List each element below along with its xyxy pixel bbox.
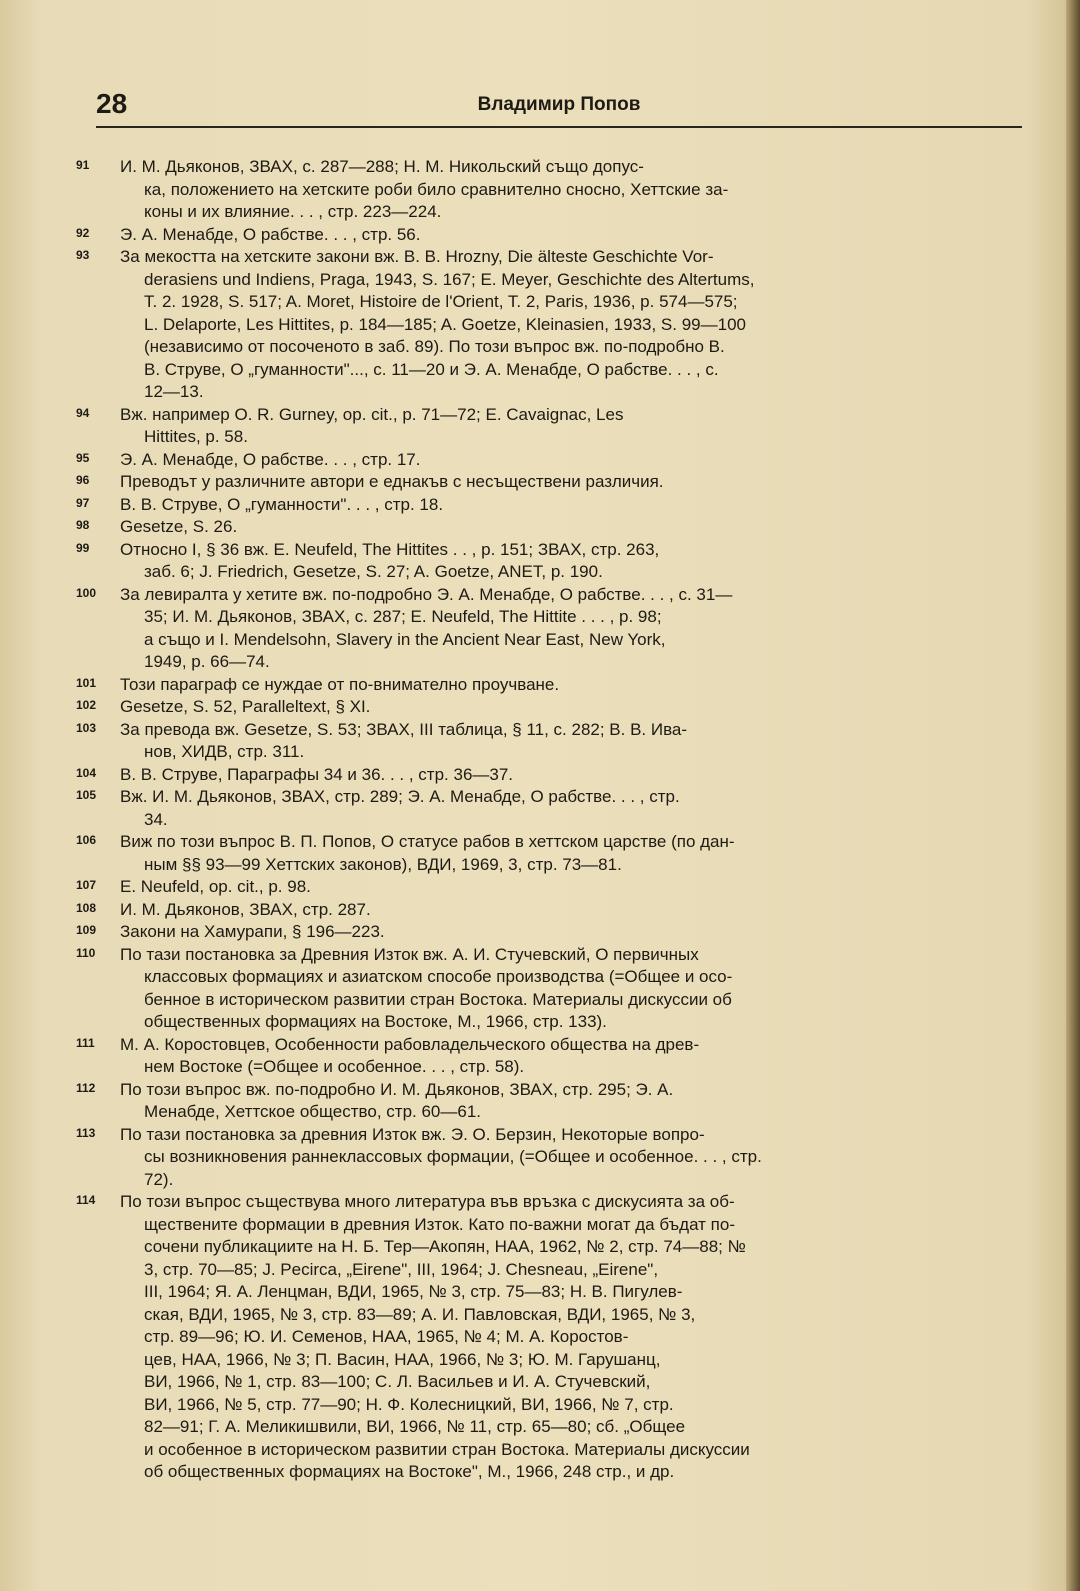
footnote-line: Този параграф се нуждае от по-внимателно проучване.	[120, 674, 560, 694]
footnote	[78, 786, 1028, 831]
footnote-line: Gesetze, S. 52, Paralleltext, § XI.	[120, 697, 371, 716]
footnote-line: В. Струве, О „гуманности"..., с. 11—20 и Э. А. Менабде, О рабстве. . . , с.	[144, 359, 719, 379]
footnote-line: 82—91; Г. А. Меликишвили, ВИ, 1966, № 11, стр. 65—80; сб. „Общее	[144, 1417, 686, 1436]
footnote-text	[122, 584, 1028, 674]
footnote-line: Hittites, p. 58.	[144, 427, 248, 446]
footnote	[78, 494, 1028, 517]
footnote-number: 94	[76, 405, 90, 420]
footnote-number: 96	[76, 473, 90, 487]
footnote-line: М. А. Коростовцев, Особенности рабовладельческого общества на древ-	[120, 1034, 700, 1054]
footnote-number: 98	[76, 518, 90, 532]
footnote-line: ществените формации в древния Изток. Като по-важни могат да бъдат по-	[144, 1214, 735, 1234]
footnotes-list	[78, 156, 1028, 1484]
footnote-number: 92	[76, 225, 90, 240]
footnote-line: сочени публикациите на Н. Б. Тер—Акопян, НАА, 1962, № 2, стр. 74—88; №	[144, 1237, 746, 1256]
footnote-number: 102	[76, 698, 97, 712]
footnote-line: По този въпрос вж. по-подробно И. М. Дьяконов, ЗВАХ, стр. 295; Э. А.	[120, 1079, 674, 1099]
footnote	[78, 1124, 1028, 1192]
footnote-text	[122, 246, 1028, 404]
page-number: 28	[96, 88, 128, 119]
footnote-line: Относно I, § 36 вж. E. Neufeld, The Hittites . . , p. 151; ЗВАХ, стр. 263,	[120, 539, 660, 559]
footnote-number: 104	[76, 765, 97, 780]
footnote-line: (независимо от посоченото в заб. 89). По този въпрос вж. по-подробно В.	[144, 337, 725, 356]
footnote-line: ВИ, 1966, № 5, стр. 77—90; Н. Ф. Колесницкий, ВИ, 1966, № 7, стр.	[144, 1394, 674, 1414]
footnote	[78, 1034, 1028, 1079]
footnote	[78, 539, 1028, 584]
footnote-number: 97	[76, 495, 90, 510]
footnote-line: об общественных формациях на Востоке", М., 1966, 248 стр., и др.	[144, 1462, 675, 1481]
footnote-line: нем Востоке (=Общее и особенное. . . , стр. 58).	[144, 1057, 525, 1076]
footnote-line: и особенное в историческом развитии стран Востока. Материалы дискуссии	[144, 1439, 750, 1459]
footnote	[78, 449, 1028, 472]
footnote-line: ка, положението на хетските роби било сравнително сносно, Хеттские за-	[144, 179, 729, 199]
footnote-text	[122, 224, 1028, 247]
footnote-number: 114	[76, 1193, 96, 1207]
footnote-line: И. М. Дьяконов, ЗВАХ, с. 287—288; Н. М. Никольский също допус-	[120, 157, 644, 176]
footnote	[78, 156, 1028, 224]
footnote-line: 12—13.	[144, 382, 204, 401]
footnote-text	[122, 1124, 1028, 1192]
footnote	[78, 719, 1028, 764]
footnote	[78, 584, 1028, 674]
footnote-text	[122, 516, 1028, 539]
footnote	[78, 944, 1028, 1034]
footnote-text	[122, 449, 1028, 472]
footnote-line: сы возникновения раннеклассовых формации, (=Общее и особенное. . . , стр.	[144, 1147, 762, 1166]
footnote-line: 3, стр. 70—85; J. Pecirca, „Eirene", III, 1964; J. Chesneau, „Eirene",	[144, 1259, 659, 1279]
footnote-line: Gesetze, S. 26.	[120, 517, 238, 536]
footnote	[78, 831, 1028, 876]
footnote-line: derasiens und Indiens, Praga, 1943, S. 167; E. Meyer, Geschichte des Altertums,	[144, 269, 755, 289]
footnote-line: нов, ХИДВ, стр. 311.	[144, 742, 305, 761]
footnote	[78, 224, 1028, 247]
footnote-number: 113	[76, 1125, 96, 1140]
footnote-line: Преводът у различните автори е еднакъв с несъществени различия.	[120, 472, 664, 491]
footnote-line: За мекостта на хетските закони вж. В. В. Hrozny, Die älteste Geschichte Vor-	[120, 247, 714, 266]
footnote-text	[122, 1079, 1028, 1124]
footnote-line: ская, ВДИ, 1965, № 3, стр. 83—89; А. И. Павловская, ВДИ, 1965, № 3,	[144, 1304, 696, 1324]
footnote-text	[122, 831, 1028, 876]
footnote-text	[122, 156, 1028, 224]
footnote-line: В. В. Струве, О „гуманности". . . , стр. 18.	[120, 494, 444, 514]
footnote-line: 34.	[144, 809, 168, 829]
footnote	[78, 404, 1028, 449]
footnote	[78, 471, 1028, 494]
footnote-number: 91	[76, 158, 90, 172]
footnote-text	[122, 899, 1028, 922]
footnote-text	[122, 921, 1028, 944]
footnote	[78, 876, 1028, 899]
footnote-text	[122, 876, 1028, 899]
footnote-number: 101	[76, 675, 97, 690]
footnote	[78, 1191, 1028, 1484]
footnote-text	[122, 764, 1028, 787]
footnote-line: Вж. например O. R. Gurney, op. cit., p. 71—72; E. Cavaignac, Les	[120, 404, 624, 424]
footnote-line: Э. А. Менабде, О рабстве. . . , стр. 56.	[120, 224, 421, 244]
footnote-text	[122, 539, 1028, 584]
footnote-line: По този въпрос съществува много литература във връзка с дискусията за об-	[120, 1192, 735, 1211]
footnote-line: В. В. Струве, Параграфы 34 и 36. . . , стр. 36—37.	[120, 764, 514, 784]
footnote-text	[122, 696, 1028, 719]
footnote-line: Менабде, Хеттское общество, стр. 60—61.	[144, 1102, 482, 1121]
footnote-line: Э. А. Менабде, О рабстве. . . , стр. 17.	[120, 449, 421, 469]
header-rule	[96, 126, 1022, 128]
page-header	[96, 88, 1022, 128]
footnote-text	[122, 1034, 1028, 1079]
footnote-text	[122, 944, 1028, 1034]
footnote-number: 106	[76, 833, 97, 847]
footnote	[78, 246, 1028, 404]
footnote-line: а също и I. Mendelsohn, Slavery in the Ancient Near East, New York,	[144, 629, 666, 649]
footnote-text	[122, 1191, 1028, 1484]
footnote	[78, 696, 1028, 719]
footnote-line: III, 1964; Я. А. Ленцман, ВДИ, 1965, № 3, стр. 75—83; Н. В. Пигулев-	[144, 1282, 683, 1301]
footnote-line: 72).	[144, 1169, 174, 1189]
footnote-line: И. М. Дьяконов, ЗВАХ, стр. 287.	[120, 899, 371, 919]
footnote-line: По тази постановка за Древния Изток вж. А. И. Стучевский, О первичных	[120, 944, 699, 964]
footnote-line: За превода вж. Gesetze, S. 53; ЗВАХ, III таблица, § 11, с. 282; В. В. Ива-	[120, 719, 688, 739]
footnote-line: 1949, p. 66—74.	[144, 652, 270, 671]
footnote	[78, 921, 1028, 944]
footnote-text	[122, 494, 1028, 517]
footnote-number: 95	[76, 450, 90, 465]
footnote-line: заб. 6; J. Friedrich, Gesetze, S. 27; A. Goetze, ANET, p. 190.	[144, 562, 603, 581]
footnote-line: общественных формациях на Востоке, М., 1966, стр. 133).	[144, 1012, 607, 1031]
footnote-number: 107	[76, 878, 97, 892]
footnote-number: 109	[76, 923, 97, 937]
footnote-number: 93	[76, 248, 90, 262]
footnote-line: 35; И. М. Дьяконов, ЗВАХ, с. 287; E. Neufeld, The Hittite . . . , p. 98;	[144, 607, 662, 626]
footnote-text	[122, 404, 1028, 449]
book-spine	[1066, 0, 1080, 1591]
running-title: Владимир Попов	[477, 94, 641, 115]
footnote-line: ВИ, 1966, № 1, стр. 83—100; С. Л. Васильев и И. А. Стучевский,	[144, 1372, 651, 1391]
footnote-text	[122, 786, 1028, 831]
footnote-text	[122, 719, 1028, 764]
footnote-line: бенное в историческом развитии стран Востока. Материалы дискуссии об	[144, 989, 732, 1009]
footnote-number: 110	[76, 945, 96, 960]
footnote-number: 111	[76, 1035, 95, 1050]
footnote-line: коны и их влияние. . . , стр. 223—224.	[144, 202, 442, 221]
footnote-number: 99	[76, 540, 90, 555]
footnote	[78, 1079, 1028, 1124]
footnote	[78, 674, 1028, 697]
footnote-number: 112	[76, 1080, 96, 1095]
footnote-line: Виж по този въпрос В. П. Попов, О статусе рабов в хеттском царстве (по дан-	[120, 832, 735, 851]
footnote-line: За левиралта у хетите вж. по-подробно Э. А. Менабде, О рабстве. . . , с. 31—	[120, 584, 733, 604]
footnote	[78, 899, 1028, 922]
footnote-line: цев, НАА, 1966, № 3; П. Васин, НАА, 1966, № 3; Ю. М. Гарушанц,	[144, 1349, 661, 1369]
footnote-line: L. Delaporte, Les Hittites, p. 184—185; A. Goetze, Kleinasien, 1933, S. 99—100	[144, 314, 746, 334]
footnote-line: классовых формациях и азиатском способе производства (=Общее и осо-	[144, 967, 733, 986]
footnote-line: По тази постановка за древния Изток вж. Э. О. Берзин, Некоторые вопро-	[120, 1124, 705, 1144]
footnote	[78, 764, 1028, 787]
footnote-line: E. Neufeld, op. cit., p. 98.	[120, 877, 311, 896]
footnote-line: T. 2. 1928, S. 517; A. Moret, Histoire de l'Orient, T. 2, Paris, 1936, p. 574—575;	[144, 292, 738, 311]
footnote-text	[122, 471, 1028, 494]
footnote-line: стр. 89—96; Ю. И. Семенов, НАА, 1965, № 4; М. А. Коростов-	[144, 1327, 629, 1346]
footnote-line: Вж. И. М. Дьяконов, ЗВАХ, стр. 289; Э. А. Менабде, О рабстве. . . , стр.	[120, 787, 680, 806]
footnote-number: 103	[76, 720, 97, 735]
footnote-number: 108	[76, 900, 97, 915]
footnote-line: ным §§ 93—99 Хеттских законов), ВДИ, 1969, 3, стр. 73—81.	[144, 854, 622, 874]
footnote-line: Закони на Хамурапи, § 196—223.	[120, 922, 385, 941]
footnote-text	[122, 674, 1028, 697]
footnote	[78, 516, 1028, 539]
footnote-number: 105	[76, 788, 97, 802]
footnote-number: 100	[76, 585, 97, 600]
